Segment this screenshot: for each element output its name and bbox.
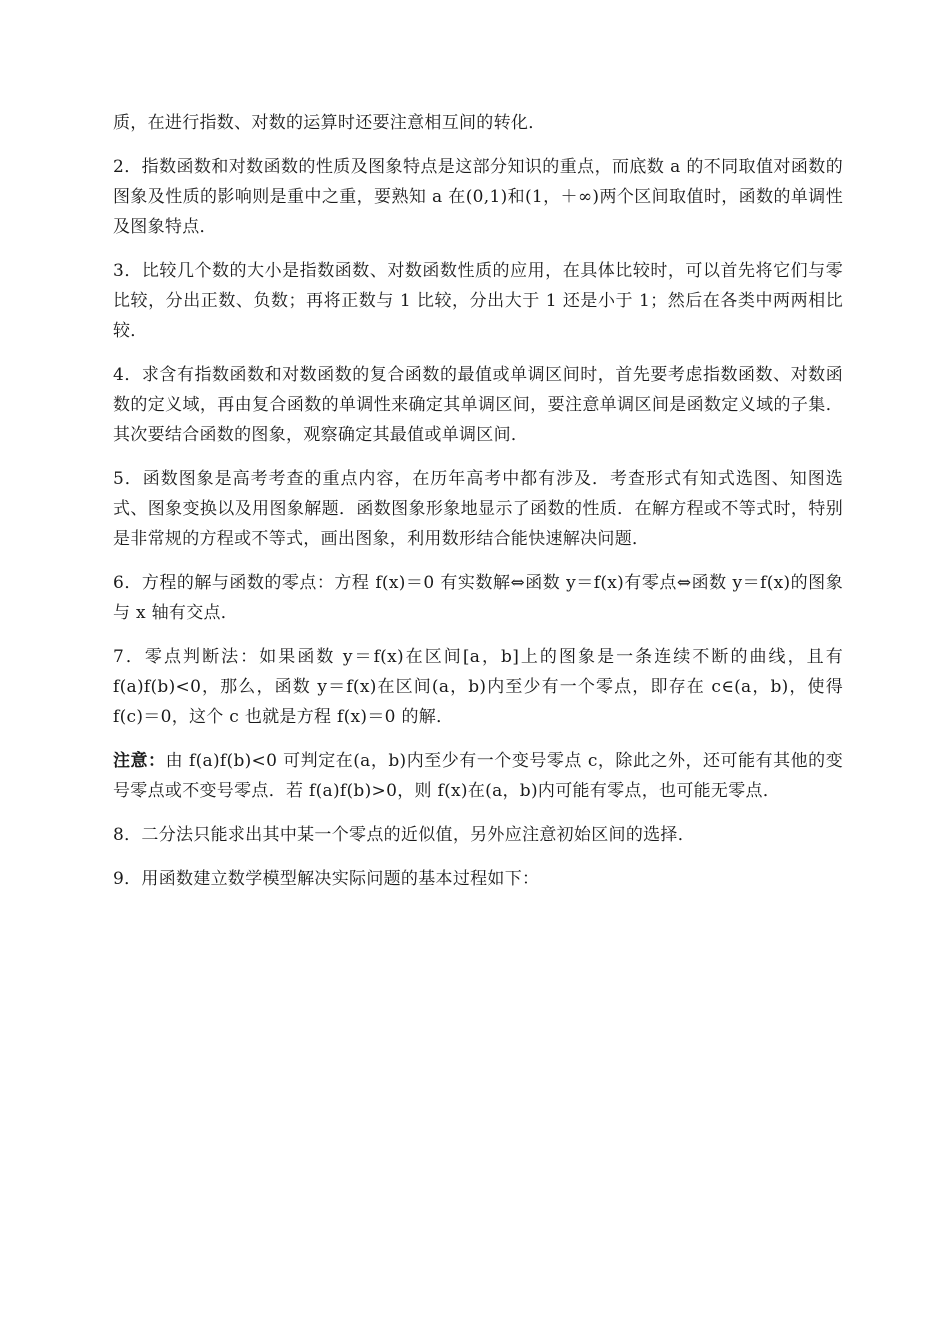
paragraph-4: 4．求含有指数函数和对数函数的复合函数的最值或单调区间时，首先要考虑指数函数、对数函数的定义域，再由复合函数的单调性来确定其单调区间，要注意单调区间是函数定义域的子集．其次要结合函数的图象，观察确定其最值或单调区间．	[113, 365, 843, 445]
paragraph-9: 9．用函数建立数学模型解决实际问题的基本过程如下：	[113, 869, 540, 889]
paragraph-2: 2．指数函数和对数函数的性质及图象特点是这部分知识的重点，而底数 a 的不同取值对函数的图象及性质的影响则是重中之重，要熟知 a 在(0,1)和(1，＋∞)两个区间取值时，函数的单调性及图象特点．	[113, 157, 843, 237]
paragraph-5: 5．函数图象是高考考查的重点内容，在历年高考中都有涉及．考查形式有知式选图、知图选式、图象变换以及用图象解题．函数图象形象地显示了函数的性质．在解方程或不等式时，特别是非常规的方程或不等式，画出图象，利用数形结合能快速解决问题．	[113, 469, 843, 549]
note-paragraph	[113, 746, 843, 806]
document-page	[113, 108, 843, 908]
paragraph-7: 7．零点判断法：如果函数 y＝f(x)在区间[a，b]上的图象是一条连续不断的曲线，且有 f(a)f(b)<0，那么，函数 y＝f(x)在区间(a，b)内至少有一个零点，即存在 c∈(a，b)，使得 f(c)＝0，这个 c 也就是方程 f(x)＝0 的解．	[113, 647, 843, 727]
paragraph-3: 3．比较几个数的大小是指数函数、对数函数性质的应用，在具体比较时，可以首先将它们与零比较，分出正数、负数；再将正数与 1 比较，分出大于 1 还是小于 1；然后在各类中两两相比较．	[113, 261, 843, 341]
paragraph-8: 8．二分法只能求出其中某一个零点的近似值，另外应注意初始区间的选择．	[113, 825, 696, 845]
paragraph-6: 6．方程的解与函数的零点：方程 f(x)＝0 有实数解⇔函数 y＝f(x)有零点⇔函数 y＝f(x)的图象与 x 轴有交点．	[113, 573, 843, 623]
paragraph-continuation: 质，在进行指数、对数的运算时还要注意相互间的转化．	[113, 113, 546, 133]
note-label: 注意：	[113, 751, 166, 771]
note-text: 由 f(a)f(b)<0 可判定在(a，b)内至少有一个变号零点 c，除此之外，还可能有其他的变号零点或不变号零点．若 f(a)f(b)>0，则 f(x)在(a，b)内可能有零点，也可能无零点．	[113, 751, 843, 801]
